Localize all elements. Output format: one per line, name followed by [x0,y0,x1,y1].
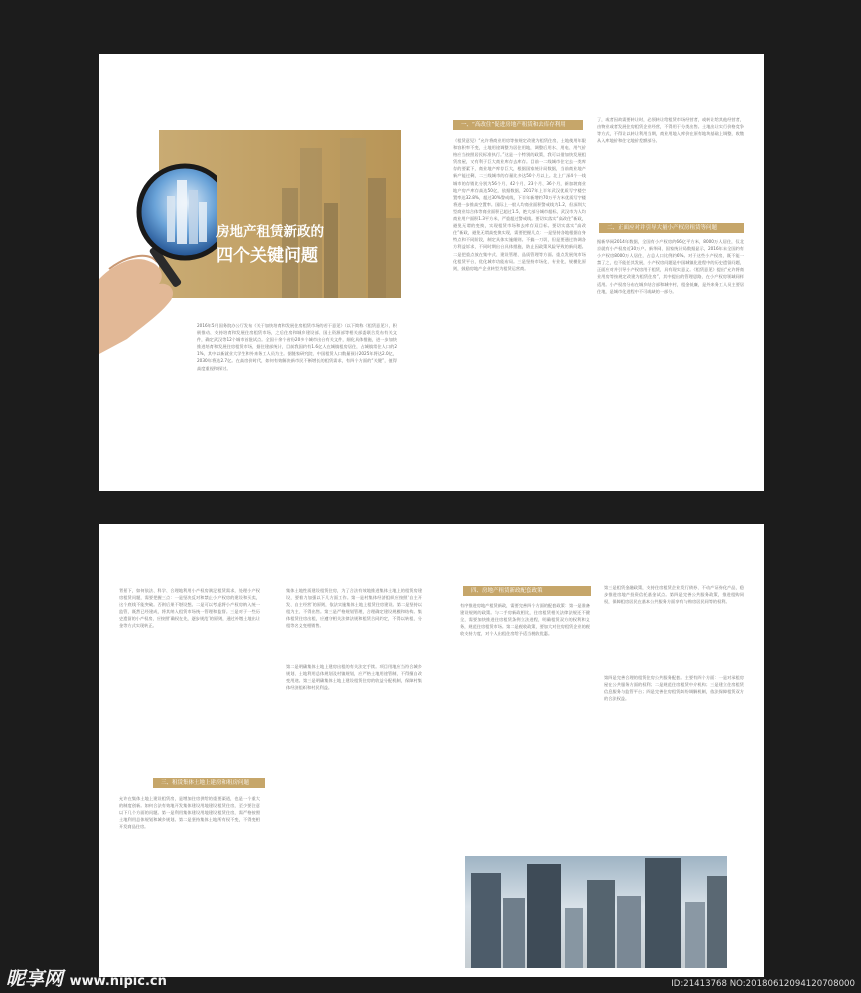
title-line-2: 四个关键问题 [216,246,318,266]
p2-column-4-text: 第三是租赁金融政策，支持住房租赁企业发行债券、不动产证券化产品，稳步推进房地产投资信托基金试点。第四是完善公共服务政策，推进租购同权，保障租房居民在基本公共服务方面享有与购房居民同等的权利。 [604,585,744,605]
title-line-1: 房地产租赁新政的 [216,224,324,240]
p2-column-1-text: 背景下，如何依法、科学、合理地利用小产权房满足租赁需求，处理小产权房租赁问题，需要把握三点：一是坚决反对和禁止小产权房的建设和买卖，这个底线不能突破。否则后果不堪设想。二是可以考虑将小产权房纳入统一监管，既然已经建成，将其纳入租赁市场统一管理和监督。三是对于一些历史遗留的小产权房，应按照‘确权在先，逐步规范’的原则，通过补缴土地出让金等方式实现转正。 [119,588,260,629]
p2-column-4-text-2: 第四是完善合理的租赁住房公共服务配套。主要有四个方面：一是对承租房屋在公共服务方面的权利；二是规范住房租赁中介机构；三是建立住房租赁信息服务与监管平台；四是完善住房租赁纠纷调解机制，依法保障租赁双方的合法权益。 [604,675,744,702]
p2-column-2-text: 集体土地性质建设租赁住房，为了合法有效地推进集体土地上的租赁房建设，要着力加强以下几方面工作。第一是村集体经济组织应按照‘自主开发、自主经营’的原则，依法实施集体土地上租赁住房建设。第二是坚持以租为主、不得出售。第三是严格规划管理，合理确定建设规模和结构。集体租赁住房出租，应遵守相关法律法规和租赁合同约定，不得以转租、分租等名义变相销售。 [286,588,422,629]
intro-paragraph: 2016年5月国务院办公厅发布《关于加快培育和发展住房租赁市场的若干意见》（以下简称《租赁意见》），积极推动、支持培育和发展住房租赁市场，之后住房和城乡建设部、国土资源部等相关部委联合发布有关文件，确定武汉等12个城市首批试点。全国十余个省份20多个城市出台有关文件，细化具体措施，进一步加快推进培育和发展住房租赁市场，据住建部统计，目前我国约有1.6亿人在城镇租房居住，占城镇常住人口的21%，其中以新就业大学生和外来务工人员为主。据链家研究院、中国租赁人口数量预计2025年将达2.0亿，2030年将达2.7亿。在高房价时代，如何有效解决新市民不断增长的租赁需求，有四个方面的“关键”，值得高度重视和探讨。 [197,323,397,371]
spread-page-1 [99,54,764,491]
section-heading-1: 一、“高改住”促进房地产租赁和去库存利用 [453,120,583,130]
spread-page-2 [99,524,764,977]
section-1-text: 《租赁意见》“允许将商业用房等按规定改建为租赁住房，土地使用年限和容积率不变，土地用途调整为居住用地，调整后用水、用电、用气价格应当按照居民标准执行。”这是一个特别的政策，我可以借加快发展租赁房屋，又有利于巨大商业库存去库存。目前一二线城市住宅去一类库存的要素下，商业地产库存巨大，根据国家统计局数据，当前商业地产新产能过剩，二三线城市的存量比多达50个月以上。北上广深4个一线城市的存销比分别为56个月、42个月、23个月、36个月，新加坡商业地产房产库存高达50亿，依据数据，2017年上半年武汉优质写字楼空置率达32.8%，超过30%警戒线，下半年新增约70万平方米优质写字楼将进一步推高空置率。国际上一般人均商业面积警戒线为1.2，但深圳大型商业综合体等商业面积已超过1.5，绝大部分城市超标，武汉市为人均商业用户面积1.3平方米，严重超过警戒线。要切实落实“高改住”新政，避免无谓的变换，实现租赁市场和去库存双目标。要切实落实“高改住”新政，避免无谓高变换实现，需要把握几点：一是坚持各地根据自身特点和不同阶段，制定具体实施细则。不搞一刀切，但是要通过协调各方利益诉求，不同时期出台具体措施，防止因政策风险导致的新问题。二是把重点放在集中式、建设管理、品质管理等方面。重点发展纯市场化租赁平台，优化城市功能布局。三是坚持市场化、专业化、规模化原则，鼓励房地产企业转型为租赁运营商。 [453,138,586,271]
watermark-brand-name: 昵享网 [6,968,64,990]
section-2-text: 据新华网2014年数据，全国有小产权房约66亿平方米，8000万人居住，仅北京就有小产权房近30万户。新华网、国家统计局数据显示，2016年末全国约有小产权房8000万人居住，占总人口比例约6%。对于这些小产权房，既不能一禁了之，也不能任其发展，小产权房问题是中国城镇化进程中的历史遗留问题，正面应对并引导小产权房用于租赁，具有现实意义。《租赁意见》提出“允许将商业用房等按规定改建为租赁住房”，其中提出的管理思路，在小产权房领域同样适用。小产权房分布在城乡结合部和城中村，租金低廉，是外来务工人员主要居住地，是城市化进程中不可或缺的一部分。 [597,239,744,294]
p2-column-2-text-2: 第二是明确集体土地上建房出租的有关法定手续。项目用地应当符合城乡规划、土地利用总体规划及村镇规划，应严格土地用途管制，不得擅自改变用途。第三是明确集体土地上建设租赁住房的收益分配机制，保障村集体经济组织和村民利益。 [286,664,422,691]
watermark-id: ID:21413768 NO:20180612094120708000 [671,979,855,989]
watermark-brand [6,964,167,991]
watermark-url: www.nipic.cn [69,974,167,989]
skyline-image [274,130,401,298]
section-heading-3: 三、租赁集体土地上建房和租房问题 [153,778,265,788]
p2-column-3-text: 有序推进房地产租赁新政，需要完善四个方面的配套政策：第一是准备建设规则的政策。与二手房新政相比，住房租赁相关法律法规还不健全，需要加快推进住房租赁条例立法进程，明确租赁双方的权利和义务，规范住房租赁市场。第二是税收政策，要加大对住房租赁企业的税收支持力度，对个人出租住房给予适当税收优惠。 [460,603,590,637]
section-heading-4: 四、房地产租赁新政配套政策 [463,586,591,596]
column-3-top-text: 了，或者因故需要转让时，必须转让给租赁市场经营者，或转让给其他经营者，由物业或者发展住房租赁企业经营，不得用于分类出售。土地出让实行价格竞争等方式，不得让以转让利用当期，商业用地入库价在原有地块基础上调整，收缴从入库地价和住宅地价差额部分。 [597,117,744,144]
city-photo [465,856,727,968]
p2-column-1-text-2: 允许在集体土地上建设租赁房，是增加住房供给的重要渠道，也是一个重大的制度创新。如何合法有效地开发集体建设用地建设租赁住房，至少要注意以下几个方面的问题。第一是利用集体建设用地建设租赁住房，需严格按照土地利用总体规划和城乡规划。第二是坚持集体土地所有权不变，不得变相开发商品住房。 [119,796,260,830]
section-heading-2: 二、正面应对并引导大量小产权房租赁等问题 [599,223,744,233]
